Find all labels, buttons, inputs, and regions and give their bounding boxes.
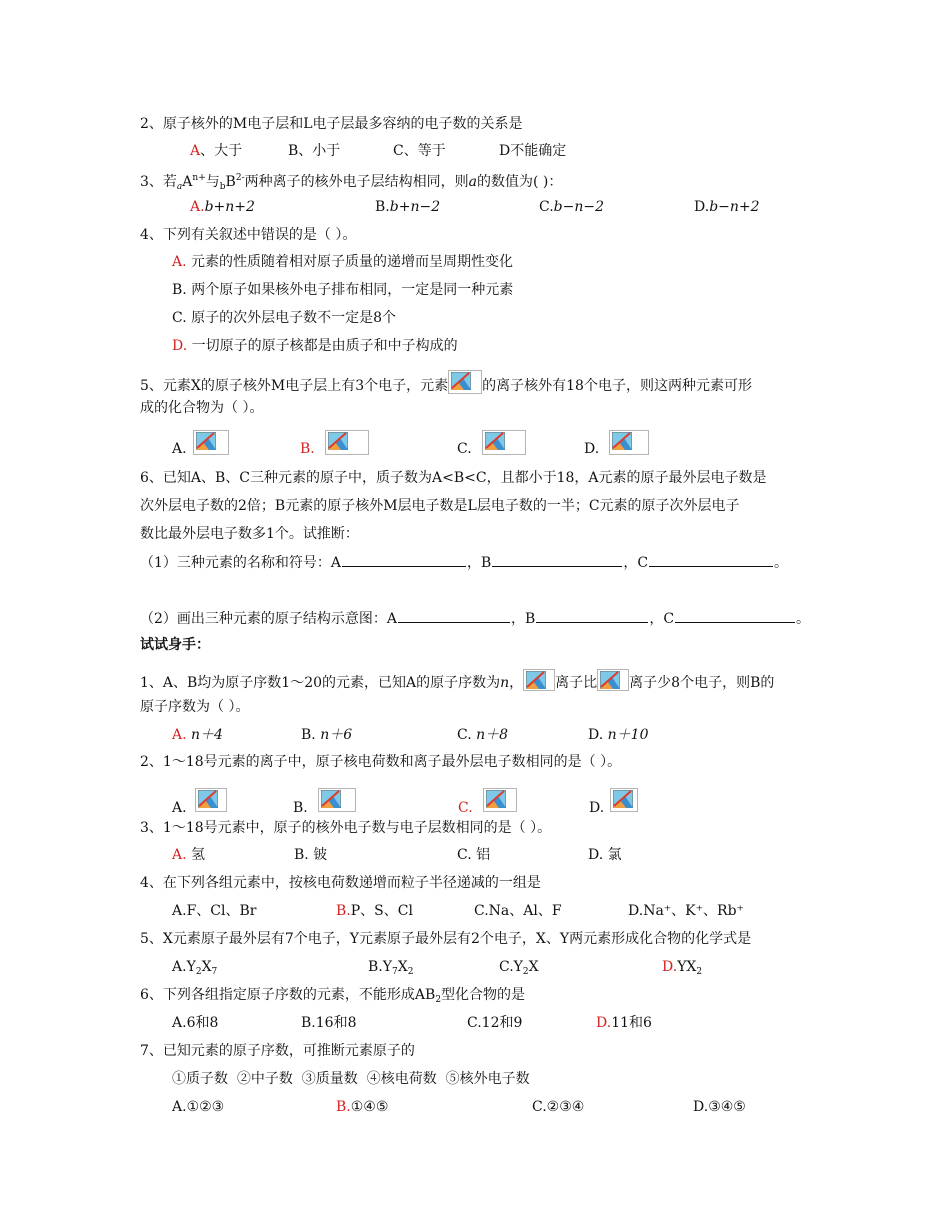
practice-question-2-stem: 2、1～18号元素的离子中，原子核电荷数和离子最外层电子数相同的是（ ）。 bbox=[140, 754, 622, 770]
pq4-option-c: C.Na、Al、F bbox=[474, 903, 562, 919]
section-title: 试试身手： bbox=[140, 637, 210, 653]
pq2-option-b: B. bbox=[293, 788, 356, 818]
pq6-option-d: D.11和6 bbox=[596, 1015, 652, 1031]
pq6-option-b: B.16和8 bbox=[301, 1015, 357, 1031]
ion-image-icon bbox=[483, 788, 517, 812]
pq1-option-a: A. n＋4 bbox=[172, 727, 223, 743]
answer-blank[interactable] bbox=[649, 552, 773, 567]
q4-option-a: A. 元素的性质随着相对原子质量的递增而呈周期性变化 bbox=[172, 254, 514, 270]
ion-image-icon bbox=[523, 669, 555, 691]
pq2-option-c: C. bbox=[458, 788, 517, 818]
q2-option-d: D不能确定 bbox=[499, 143, 567, 159]
q3-option-b: B.b+n−2 bbox=[375, 199, 441, 215]
pq1-option-c: C. n＋8 bbox=[457, 727, 509, 743]
question-6-line2: 次外层电子数的2倍；B元素的原子核外M层电子数是L层电子数的一半；C元素的原子次外层电子 bbox=[140, 498, 740, 514]
pq5-option-b: $B.Y_7X_2$ bbox=[368, 959, 414, 977]
pq5-option-d: $D.YX_2$ bbox=[662, 959, 703, 977]
q4-option-d: D. 一切原子的原子核都是由质子和中子构成的 bbox=[172, 338, 458, 354]
q5-option-d: D. bbox=[584, 430, 649, 459]
q2-option-b: B、小于 bbox=[288, 143, 341, 159]
question-6-sub2: （2）画出三种元素的原子结构示意图：A ，B ，C 。 bbox=[140, 608, 810, 628]
question-5-stem-line2: 成的化合物为（ ）。 bbox=[140, 400, 264, 416]
q3-option-d: D.b−n+2 bbox=[694, 199, 760, 215]
ion-image-icon bbox=[597, 669, 629, 691]
pq4-option-b: B.P、S、Cl bbox=[336, 903, 413, 919]
q3-option-c: C.b−n−2 bbox=[539, 199, 605, 215]
pq7-option-b: B.①④⑤ bbox=[336, 1099, 389, 1115]
formula-image-icon bbox=[193, 430, 229, 455]
answer-blank[interactable] bbox=[536, 608, 648, 623]
q4-option-c: C. 原子的次外层电子数不一定是8个 bbox=[172, 310, 397, 326]
q2-option-c: C、等于 bbox=[393, 143, 446, 159]
practice-question-3-stem: 3、1～18号元素中，原子的核外电子数与电子层数相同的是（ ）。 bbox=[140, 820, 552, 836]
formula-image-icon bbox=[325, 430, 369, 455]
practice-question-6-stem: 6、下列各组指定原子序数的元素，不能形成$AB_2$型化合物的是 bbox=[140, 987, 526, 1005]
practice-question-4-stem: 4、在下列各组元素中，按核电荷数递增而粒子半径递减的一组是 bbox=[140, 875, 541, 891]
q5-option-a: A. bbox=[172, 430, 229, 459]
practice-question-1-line2: 原子序数为（ ）。 bbox=[140, 699, 250, 715]
pq3-option-d: D. 氯 bbox=[588, 847, 622, 863]
question-6-sub1: （1）三种元素的名称和符号：A ，B ，C 。 bbox=[140, 552, 788, 572]
pq3-option-b: B. 铍 bbox=[294, 847, 328, 863]
pq2-option-d: D. bbox=[589, 788, 638, 818]
pq5-option-c: $C.Y_2X$ bbox=[499, 959, 539, 977]
answer-blank[interactable] bbox=[492, 552, 622, 567]
q4-option-b: B. 两个原子如果核外电子排布相同，一定是同一种元素 bbox=[172, 282, 514, 298]
q3-option-a: A.b+n+2 bbox=[190, 199, 255, 215]
question-5-stem-line1: 5、元素X的原子核外M电子层上有3个电子，元素 的离子核外有18个电子，则这两种元素可形 bbox=[140, 370, 752, 390]
practice-question-7-stem: 7、已知元素的原子序数，可推断元素原子的 bbox=[140, 1043, 415, 1059]
q5-option-c: C. bbox=[457, 430, 526, 459]
pq3-option-a: A. 氢 bbox=[172, 847, 206, 863]
ion-image-icon bbox=[195, 788, 227, 812]
pq4-option-d: D.Na⁺、K⁺、Rb⁺ bbox=[628, 903, 744, 919]
q2-option-a: A、大于 bbox=[190, 143, 243, 159]
pq1-option-d: D. n＋10 bbox=[588, 727, 649, 743]
question-4-stem: 4、下列有关叙述中错误的是（ ）。 bbox=[140, 227, 357, 243]
answer-blank[interactable] bbox=[398, 608, 510, 623]
practice-question-5-stem: 5、X元素原子最外层有7个电子，Y元素原子最外层有2个电子，X、Y两元素形成化合物的化学式是 bbox=[140, 931, 752, 947]
pq1-option-b: B. n＋6 bbox=[301, 727, 353, 743]
question-2-stem: 2、原子核外的M电子层和L电子层最多容纳的电子数的关系是 bbox=[140, 116, 523, 132]
pq7-option-a: A.①②③ bbox=[172, 1099, 225, 1115]
answer-blank[interactable] bbox=[342, 552, 466, 567]
pq4-option-a: A.F、Cl、Br bbox=[172, 903, 257, 919]
pq3-option-c: C. 铝 bbox=[457, 847, 491, 863]
pq6-option-a: A.6和8 bbox=[172, 1015, 219, 1031]
broken-image-icon bbox=[448, 370, 482, 394]
answer-blank[interactable] bbox=[675, 608, 795, 623]
q5-option-b: B. bbox=[300, 430, 369, 459]
practice-question-1-line1: 1、A、B均为原子序数1～20的元素，已知A的原子序数为n， 离子比 离子少8个电子，则B的 bbox=[140, 669, 774, 693]
practice-question-7-items: ①质子数 ②中子数 ③质量数 ④核电荷数 ⑤核外电子数 bbox=[172, 1071, 530, 1087]
ion-image-icon bbox=[318, 788, 356, 812]
pq7-option-c: C.②③④ bbox=[532, 1099, 585, 1115]
pq6-option-c: C.12和9 bbox=[467, 1015, 523, 1031]
ion-image-icon bbox=[610, 788, 638, 812]
question-3-stem: 3、若$_aA^{n+}$与$_bB^{2-}$两种离子的核外电子层结构相同，则a的数值为( )： bbox=[140, 173, 563, 192]
pq7-option-d: D.③④⑤ bbox=[693, 1099, 746, 1115]
question-6-line3: 数比最外层电子数多1个。试推断： bbox=[140, 526, 359, 542]
pq2-option-a: A. bbox=[172, 788, 227, 818]
pq5-option-a: $A.Y_2X_7$ bbox=[172, 959, 218, 977]
question-6-line1: 6、已知A、B、C三种元素的原子中，质子数为A<B<C，且都小于18，A元素的原子最外层电子数是 bbox=[140, 470, 767, 486]
formula-image-icon bbox=[609, 430, 649, 455]
formula-image-icon bbox=[482, 430, 526, 455]
